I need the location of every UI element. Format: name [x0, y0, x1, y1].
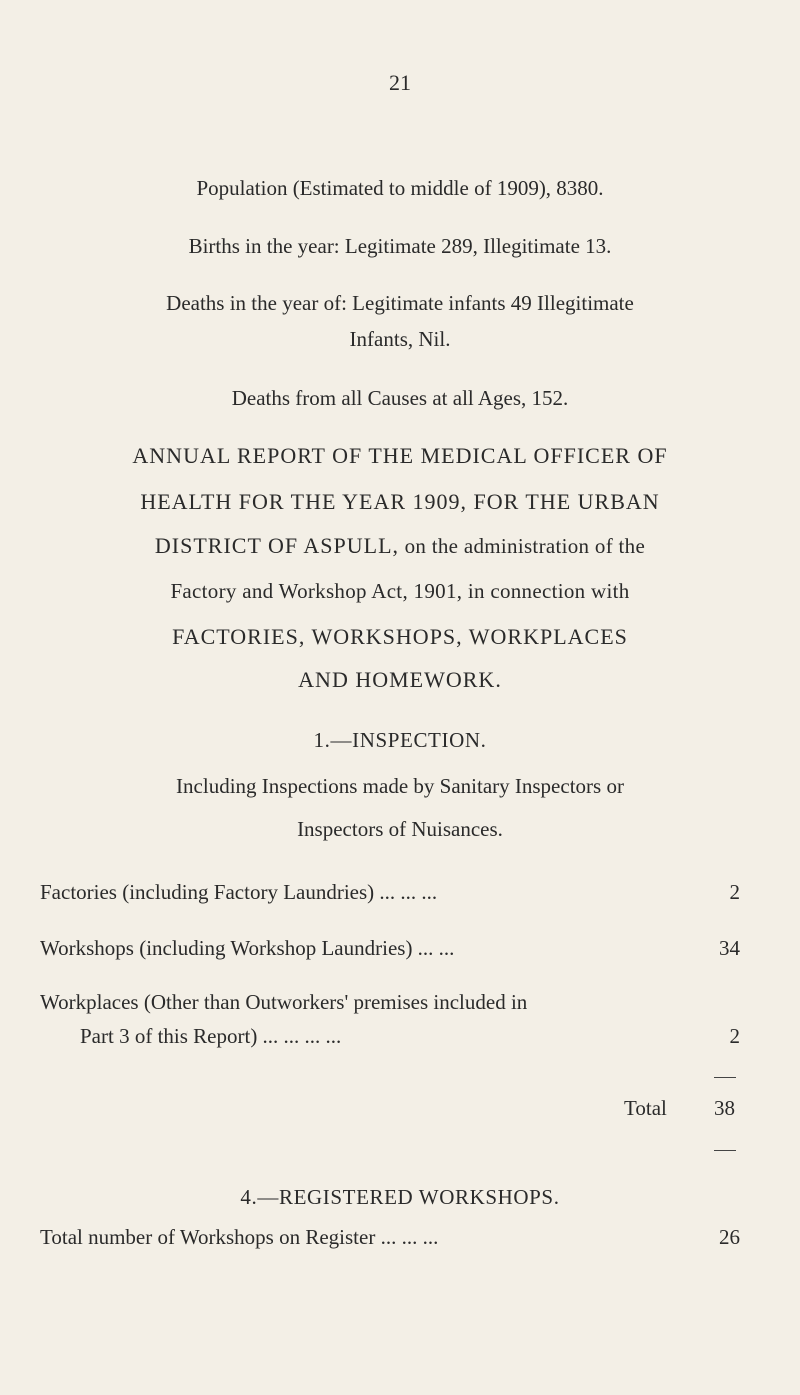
row-label: Workshops (including Workshop Laundries) ... ... — [40, 936, 455, 960]
district-name: DISTRICT OF ASPULL, — [154, 533, 400, 558]
row-label: Factories (including Factory Laundries) ... ... ... — [40, 880, 438, 904]
population-line: Population (Estimated to middle of 1909), 8380. — [196, 176, 604, 200]
total-rule-bottom — [714, 1150, 736, 1151]
inspection-title: 1.—INSPECTION. — [313, 728, 487, 752]
report-heading-line-2: HEALTH FOR THE YEAR 1909, FOR THE URBAN — [140, 489, 660, 514]
report-heading-line-5: FACTORIES, WORKSHOPS, WORKPLACES — [172, 624, 628, 649]
inspection-row-workshops — [40, 931, 740, 965]
row-value: 2 — [729, 880, 740, 904]
total-label: Total — [624, 1096, 667, 1120]
total-value: 38 — [714, 1096, 735, 1120]
report-heading-line-6: AND HOMEWORK. — [298, 667, 502, 692]
row-label-line-1: Workplaces (Other than Outworkers' premises included in — [40, 990, 528, 1014]
row-value: 2 — [729, 1024, 740, 1048]
births-line: Births in the year: Legitimate 289, Illegitimate 13. — [188, 234, 612, 258]
registered-workshops-title: 4.—REGISTERED WORKSHOPS. — [240, 1185, 560, 1209]
page-number: 21 — [389, 70, 411, 95]
row-value: 26 — [719, 1225, 740, 1249]
report-heading-line-4: Factory and Workshop Act, 1901, in connection with — [170, 579, 630, 603]
administration-text: on the administration of the — [399, 534, 646, 558]
total-rule-top — [714, 1077, 736, 1078]
inspection-subtitle-1: Including Inspections made by Sanitary Inspectors or — [176, 774, 624, 798]
infant-deaths-line-2: Infants, Nil. — [349, 327, 451, 351]
inspection-row-factories — [40, 875, 740, 909]
inspection-row-workplaces — [40, 985, 740, 1053]
total-deaths-line: Deaths from all Causes at all Ages, 152. — [231, 386, 569, 410]
row-label-line-2: Part 3 of this Report) ... ... ... ... — [80, 1024, 342, 1048]
infant-deaths-line-1: Deaths in the year of: Legitimate infants 49 Illegitimate — [166, 291, 634, 315]
report-heading-line-1: ANNUAL REPORT OF THE MEDICAL OFFICER OF — [132, 443, 668, 468]
report-heading-line-3 — [30, 526, 770, 566]
registered-workshops-row — [40, 1220, 740, 1254]
row-value: 34 — [719, 936, 740, 960]
row-label: Total number of Workshops on Register ... ... ... — [40, 1225, 439, 1249]
inspection-subtitle-2: Inspectors of Nuisances. — [297, 817, 503, 841]
